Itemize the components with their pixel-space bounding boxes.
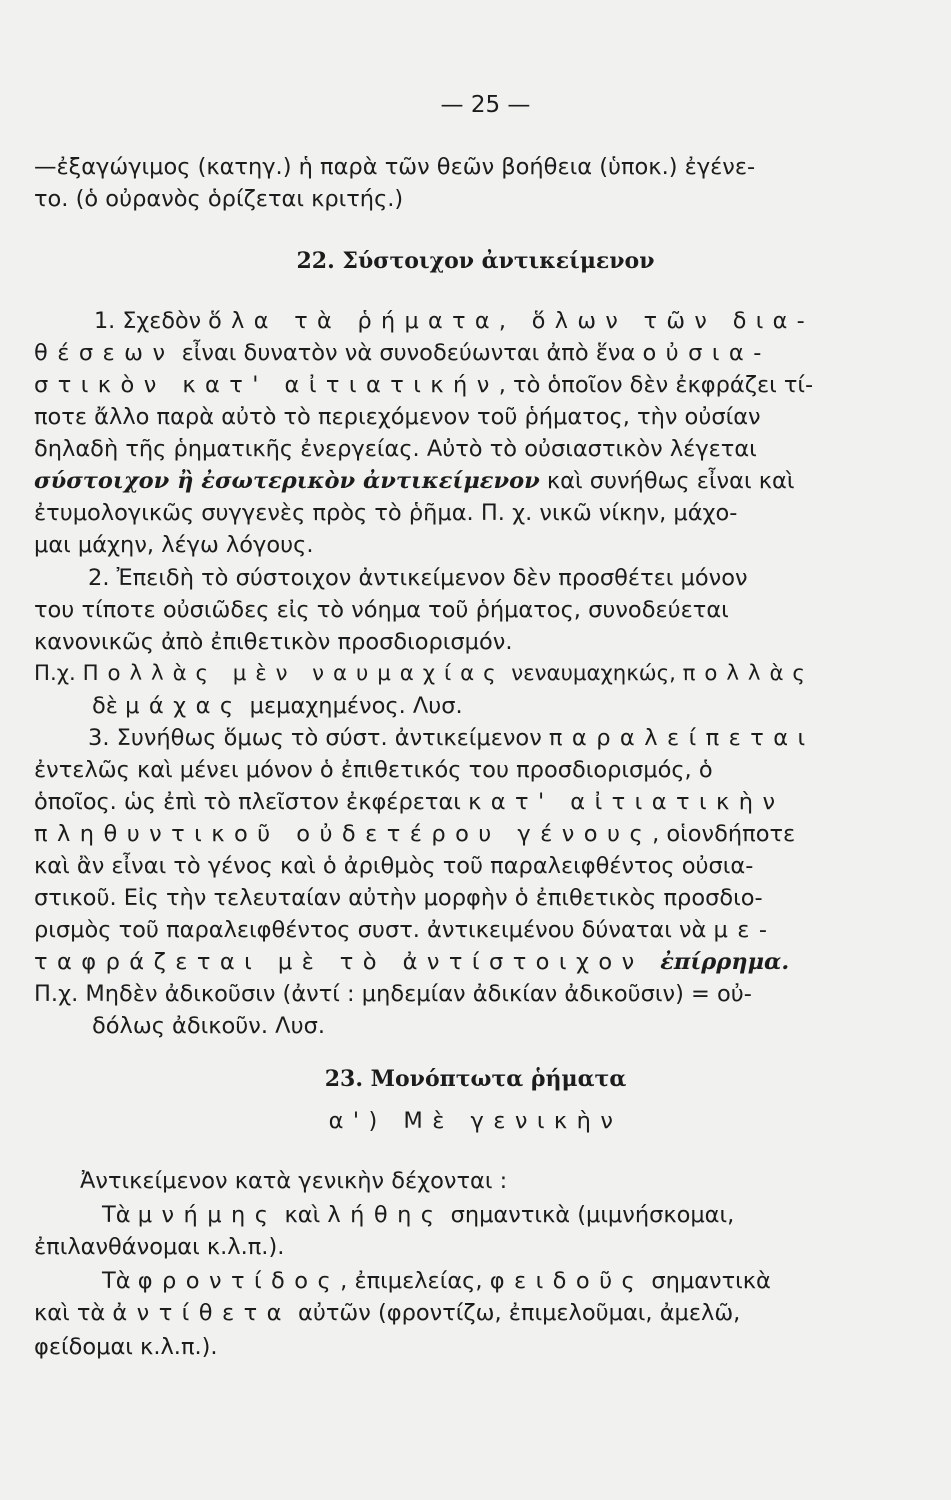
text-line xyxy=(34,915,814,945)
spaced-text: παραλείπεται xyxy=(548,725,815,751)
page-number: — 25 — xyxy=(440,92,531,118)
text-line: ποτε ἄλλο παρὰ αὐτὸ τὸ περιεχόμενον τοῦ ῥήματος, τὴν οὐσίαν xyxy=(34,404,761,430)
text-line xyxy=(34,787,814,817)
text-line: κανονικῶς ἀπὸ ἐπιθετικὸν προσδιορισμόν. xyxy=(34,629,513,655)
text-run: μεμαχημένος. Λυσ. xyxy=(242,693,463,719)
spaced-text: Πολλὰς μὲν ναυμαχίας xyxy=(82,661,505,686)
text-line xyxy=(34,819,814,849)
text-line xyxy=(34,466,814,496)
text-line: το. (ὁ οὐρανὸς ὁρίζεται κριτής.) xyxy=(34,186,404,212)
section-heading-23: 23. Μονόπτωτα ῥήματα xyxy=(324,1066,627,1092)
text-run: 3. Συνήθως ὅμως τὸ σύστ. ἀντικείμενον xyxy=(88,725,549,751)
spaced-text: φροντίδος xyxy=(137,1268,341,1294)
section-heading-22: 22. Σύστοιχον ἀντικείμενον xyxy=(296,248,655,274)
text-run: Τὰ xyxy=(102,1202,138,1228)
spaced-text: θέσεων xyxy=(34,340,175,366)
text-line xyxy=(34,659,814,689)
text-line: Π.χ. Μηδὲν ἀδικοῦσιν (ἀντί : μηδεμίαν ἀδικίαν ἀδικοῦσιν) = οὐ- xyxy=(34,981,752,1007)
text-line xyxy=(34,947,814,977)
text-line xyxy=(34,1200,814,1230)
text-line: —ἐξαγώγιμος (κατηγ.) ἡ παρὰ τῶν θεῶν βοήθεια (ὑποκ.) ἐγένε- xyxy=(34,154,756,180)
text-line xyxy=(34,1298,814,1328)
spaced-text: πληθυντικοῦ οὐδετέρου γένους xyxy=(34,821,653,847)
text-run: καὶ συνήθως εἶναι καὶ xyxy=(539,468,795,494)
text-run: 1. Σχεδὸν xyxy=(94,308,209,334)
text-run: σημαντικὰ (μιμνήσκομαι, xyxy=(443,1202,735,1228)
text-line xyxy=(34,1266,814,1296)
text-run: Τὰ xyxy=(102,1268,138,1294)
spaced-text: μνήμης xyxy=(137,1202,278,1228)
spaced-text: πολλὰς xyxy=(682,661,814,686)
subsection-heading: α') Μὲ γενικὴν xyxy=(328,1108,623,1134)
spaced-text: οὐσια- xyxy=(642,340,771,366)
text-run: καὶ xyxy=(277,1202,328,1228)
spaced-text: λήθης xyxy=(327,1202,444,1228)
text-line: ἐτυμολογικῶς συγγενὲς πρὸς τὸ ῥῆμα. Π. χ. νικῶ νίκην, μάχο- xyxy=(34,500,738,526)
text-run: καὶ τὰ xyxy=(34,1300,113,1326)
spaced-text: στικὸν κατ' αἰτιατικήν xyxy=(34,372,499,398)
text-run: εἶναι δυνατὸν νὰ συνοδεύωνται ἀπὸ ἕνα xyxy=(174,340,643,366)
spaced-text: ἀντίθετα xyxy=(112,1300,291,1326)
text-line: δόλως ἀδικοῦν. Λυσ. xyxy=(92,1013,325,1039)
text-run: σημαντικὰ xyxy=(644,1268,771,1294)
italic-term: σύστοιχον ἢ ἐσωτερικὸν ἀντικείμενον xyxy=(34,468,540,494)
text-run: Π.χ. xyxy=(34,661,83,686)
text-line xyxy=(34,306,814,336)
text-line: φείδομαι κ.λ.π.). xyxy=(34,1334,218,1360)
spaced-text: μάχας xyxy=(125,693,243,719)
spaced-text: ὅλα τὰ ῥήματα, ὅλων τῶν δια- xyxy=(208,308,815,334)
text-line xyxy=(34,370,814,400)
text-line xyxy=(34,723,814,753)
text-run: , οἱονδήποτε xyxy=(652,821,796,847)
spaced-text: φειδοῦς xyxy=(489,1268,645,1294)
text-line: 2. Ἐπειδὴ τὸ σύστοιχον ἀντικείμενον δὲν προσθέτει μόνον xyxy=(88,565,748,591)
text-run: αὐτῶν (φροντίζω, ἐπιμελοῦμαι, ἀμελῶ, xyxy=(290,1300,741,1326)
text-line xyxy=(34,691,814,721)
text-line: ἐπιλανθάνομαι κ.λ.π.). xyxy=(34,1234,285,1260)
text-line: δηλαδὴ τῆς ῥηματικῆς ἐνεργείας. Αὐτὸ τὸ οὐσιαστικὸν λέγεται xyxy=(34,436,757,462)
text-line: του τίποτε οὐσιῶδες εἰς τὸ νόημα τοῦ ῥήματος, συνοδεύεται xyxy=(34,597,729,623)
text-line: στικοῦ. Εἰς τὴν τελευταίαν αὐτὴν μορφὴν ὁ ἐπιθετικὸς προσδιο- xyxy=(34,885,763,911)
text-line: καὶ ἂν εἶναι τὸ γένος καὶ ὁ ἀριθμὸς τοῦ παραλειφθέντος οὐσια- xyxy=(34,853,754,879)
spaced-text: ταφράζεται μὲ τὸ ἀντίστοιχον xyxy=(34,949,661,975)
text-run: , ἐπιμελείας, xyxy=(340,1268,490,1294)
text-run: νεναυμαχηκώς, xyxy=(504,661,683,686)
spaced-text: με- xyxy=(713,917,777,943)
spaced-text: κατ' αἰτιατικὴν xyxy=(468,789,785,815)
text-line xyxy=(34,338,814,368)
text-line: Ἀντικείμενον κατὰ γενικὴν δέχονται : xyxy=(80,1168,508,1194)
text-run: ρισμὸς τοῦ παραλειφθέντος συστ. ἀντικειμένου δύναται νὰ xyxy=(34,917,714,943)
text-line: μαι μάχην, λέγω λόγους. xyxy=(34,532,314,558)
italic-term: ἐπίρρημα. xyxy=(660,949,790,975)
text-run: δὲ xyxy=(92,693,126,719)
text-line: ἐντελῶς καὶ μένει μόνον ὁ ἐπιθετικός του προσδιορισμός, ὁ xyxy=(34,757,713,783)
text-run: ὁποῖος. ὡς ἐπὶ τὸ πλεῖστον ἐκφέρεται xyxy=(34,789,469,815)
text-run: , τὸ ὁποῖον δὲν ἐκφράζει τί- xyxy=(498,372,814,398)
